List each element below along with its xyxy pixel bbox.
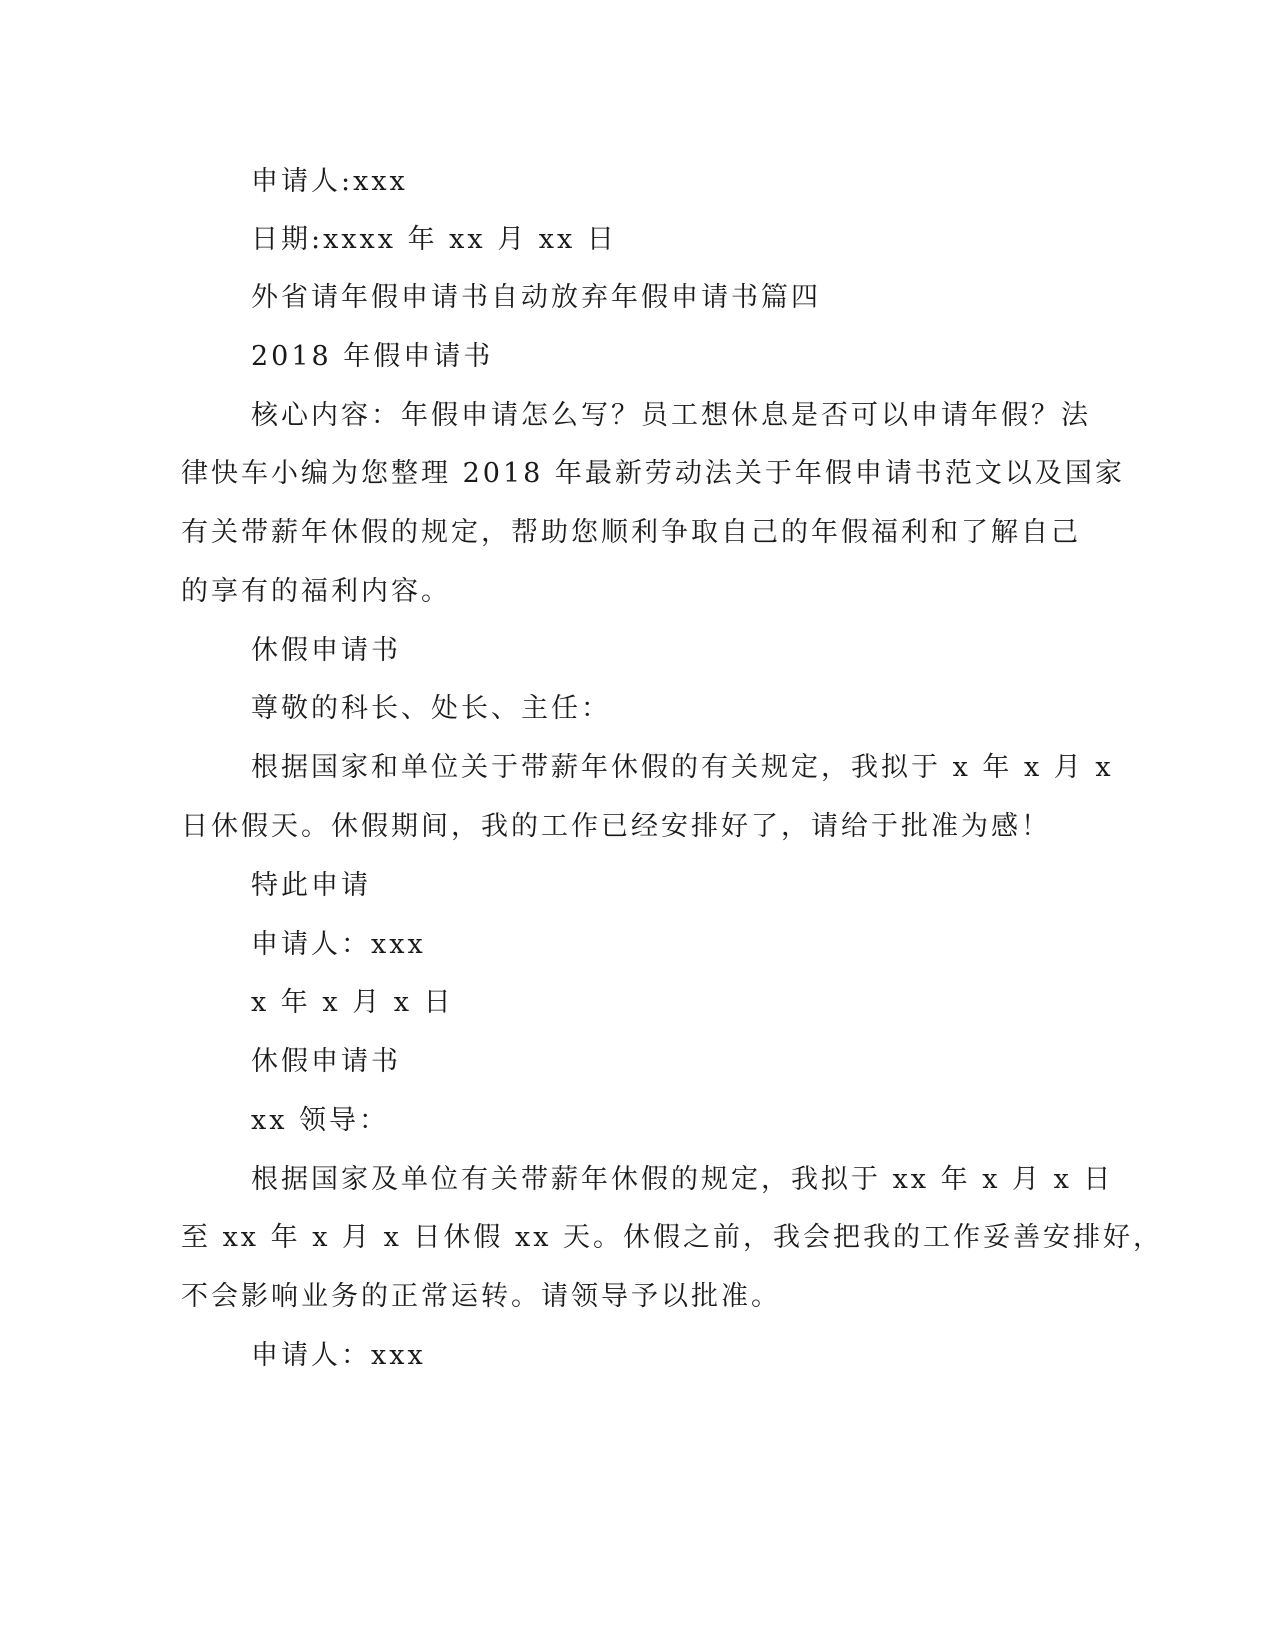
- letter-title: 休假申请书: [251, 1046, 401, 1077]
- paragraph-line: 不会影响业务的正常运转。请领导予以批准。: [181, 1281, 781, 1312]
- paragraph-line: 日休假天。休假期间，我的工作已经安排好了，请给于批准为感！: [181, 811, 1051, 842]
- paragraph-line: 根据国家及单位有关带薪年休假的规定，我拟于 xx 年 x 月 x 日: [251, 1164, 1114, 1195]
- paragraph-line: 核心内容：年假申请怎么写？员工想休息是否可以申请年假？法: [251, 400, 1091, 431]
- section-title: 外省请年假申请书自动放弃年假申请书篇四: [251, 282, 821, 313]
- applicant-line: 申请人：xxx: [251, 929, 426, 960]
- applicant-line: 申请人:xxx: [251, 166, 408, 197]
- date-line: x 年 x 月 x 日: [251, 987, 454, 1018]
- paragraph-line: 至 xx 年 x 月 x 日休假 xx 天。休假之前，我会把我的工作妥善安排好，: [181, 1222, 1164, 1253]
- salutation: xx 领导：: [251, 1105, 390, 1136]
- paragraph-line: 有关带薪年休假的规定，帮助您顺利争取自己的年假福利和了解自己: [181, 517, 1081, 548]
- salutation: 尊敬的科长、处长、主任：: [251, 693, 611, 724]
- paragraph-line: 根据国家和单位关于带薪年休假的有关规定，我拟于 x 年 x 月 x: [251, 752, 1114, 783]
- paragraph-line: 的享有的福利内容。: [181, 576, 451, 607]
- letter-title: 休假申请书: [251, 635, 401, 666]
- date-line: 日期:xxxx 年 xx 月 xx 日: [251, 224, 617, 255]
- subtitle: 2018 年假申请书: [251, 341, 494, 372]
- applicant-line: 申请人：xxx: [251, 1340, 426, 1371]
- closing-line: 特此申请: [251, 870, 371, 901]
- paragraph-line: 律快车小编为您整理 2018 年最新劳动法关于年假申请书范文以及国家: [181, 458, 1125, 489]
